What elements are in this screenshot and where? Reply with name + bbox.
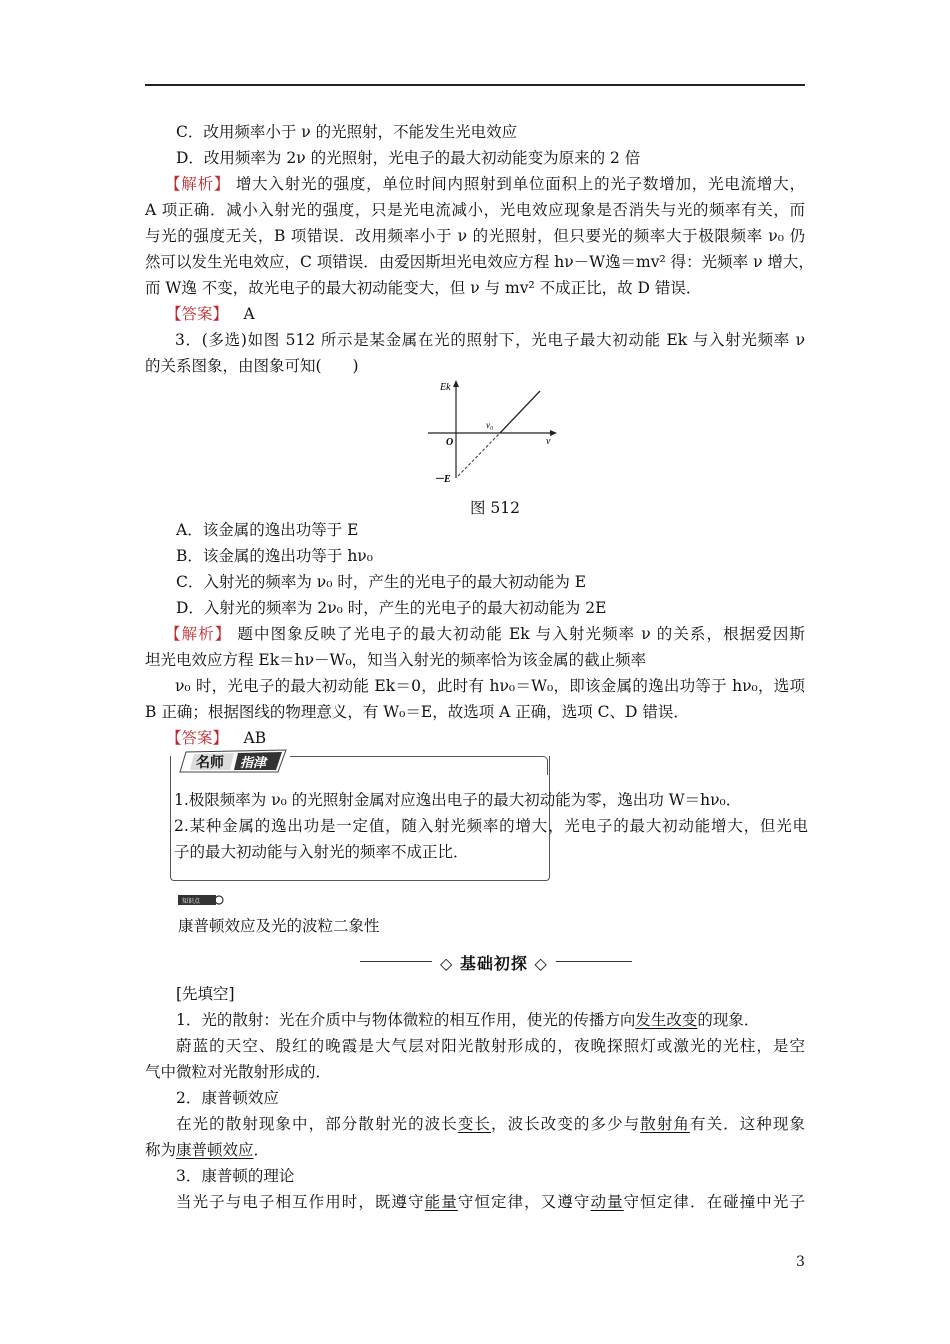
mingshi-zhijin-banner <box>178 748 288 774</box>
p2-title: 2．康普顿效应 <box>176 1089 279 1107</box>
p2-line-1: 在光的散射现象中，部分散射光的波长变长，波长改变的多少与散射角有关．这种现象 <box>176 1115 805 1133</box>
fill-label: [先填空] <box>176 985 235 1003</box>
origin-label: O <box>446 437 454 448</box>
p1-line-3: 气中微粒对光散射形成的． <box>145 1063 332 1081</box>
answer-1: 【答案】 A <box>166 305 255 323</box>
p1-line-2: 蔚蓝的天空、殷红的晚霞是大气层对阳光散射形成的，夜晚探照灯或激光的光柱，是空 <box>176 1037 805 1055</box>
answer-tag: 【答案】 <box>166 305 229 323</box>
x-axis-label: ν <box>546 436 551 447</box>
banner-part1: 名师 <box>196 755 224 771</box>
tip-line-3: 子的最大初动能与入射光的频率不成正比． <box>174 843 469 861</box>
heading-text: ◇ 基础初探 ◇ <box>440 954 548 973</box>
p1-line-1: 1．光的散射：光在介质中与物体微粒的相互作用，使光的传播方向发生改变的现象． <box>176 1011 760 1029</box>
option-d-prev: D．改用频率为 2ν 的光照射，光电子的最大初动能变为原来的 2 倍 <box>176 149 641 167</box>
banner-part2: 指津 <box>240 756 267 771</box>
section-heading <box>360 952 632 972</box>
extrapolated-line <box>458 433 500 476</box>
answer-tag: 【答案】 <box>166 729 229 747</box>
knowledge-point-label: 知识点 <box>182 898 201 905</box>
y-axis-label: Ek <box>440 382 451 393</box>
topic-title: 康普顿效应及光的波粒二象性 <box>178 917 380 935</box>
heading-left-rule <box>360 961 432 962</box>
tip-line-1: 1.极限频率为 ν₀ 的光照射金属对应逸出电子的最大初动能为零，逸出功 W＝hν₀． <box>174 791 742 809</box>
question-3-line-2: 的关系图象，由图象可知( ) <box>145 357 359 375</box>
option-b: B．该金属的逸出功等于 hν₀ <box>176 547 373 565</box>
y-axis-arrow <box>453 380 459 387</box>
nu0-label: ν₀ <box>486 420 494 430</box>
tips-box-top <box>290 756 548 775</box>
header-rule <box>145 84 805 86</box>
ek-nu-graph <box>420 378 570 490</box>
x-axis-arrow <box>550 430 557 436</box>
analysis-1-line-5: 而 W逸 不变，故光电子的最大初动能变大，但 ν 与 mv² 不成正比，故 D 错误． <box>145 279 702 297</box>
p2-line-2: 称为康普顿效应． <box>145 1141 270 1159</box>
analysis-tag: 【解析】 <box>165 625 232 643</box>
analysis-2-line-1: 【解析】 题中图象反映了光电子的最大初动能 Ek 与入射光频率 ν 的关系，根据爱因斯 <box>165 625 805 643</box>
analysis-1-line-1: 【解析】 增大入射光的强度，单位时间内照射到单位面积上的光子数增加，光电流增大， <box>165 175 805 193</box>
page-number: 3 <box>796 1254 805 1270</box>
ek-line <box>500 391 540 433</box>
analysis-2-line-4: B 正确；根据图线的物理意义，有 W₀＝E，故选项 A 正确，选项 C、D 错误． <box>145 703 689 721</box>
answer-2: 【答案】 AB <box>166 729 267 747</box>
option-d: D．入射光的频率为 2ν₀ 时，产生的光电子的最大初动能为 2E <box>176 599 607 617</box>
knowledge-point-marker <box>178 894 224 906</box>
figure-caption: 图 512 <box>470 499 521 517</box>
analysis-1-line-2: A 项正确．减小入射光的强度，只是光电流减小，光电效应现象是否消失与光的频率有关，而 <box>145 201 805 219</box>
analysis-2-line-3: ν₀ 时，光电子的最大初动能 Ek＝0，此时有 hν₀＝W₀，即该金属的逸出功等于 hν₀，选项 <box>175 677 805 695</box>
analysis-1-line-4: 然可以发生光电效应，C 项错误．由爱因斯坦光电效应方程 hν－W逸＝mv² 得：光频率 ν 增大， <box>145 253 814 271</box>
p3-line-1: 当光子与电子相互作用时，既遵守能量守恒定律，又遵守动量守恒定律．在碰撞中光子 <box>176 1193 805 1211</box>
analysis-tag: 【解析】 <box>165 175 231 193</box>
option-a: A．该金属的逸出功等于 E <box>176 521 359 539</box>
option-c: C．入射光的频率为 ν₀ 时，产生的光电子的最大初动能为 E <box>176 573 587 591</box>
option-c-prev: C．改用频率小于 ν 的光照射，不能发生光电效应 <box>176 123 518 141</box>
analysis-2-line-2: 坦光电效应方程 Ek＝hν－W₀，知当入射光的频率恰为该金属的截止频率 <box>145 651 647 669</box>
p3-title: 3．康普顿的理论 <box>176 1167 295 1185</box>
analysis-1-line-3: 与光的强度无关，B 项错误．改用频率小于 ν 的光照射，但只要光的频率大于极限频率 ν₀ 仍 <box>145 227 805 245</box>
question-3-line-1: 3．(多选)如图 512 所示是某金属在光的照射下，光电子最大初动能 Ek 与入射光频率 ν <box>175 331 805 349</box>
neg-e-label: －E <box>434 474 451 485</box>
tip-line-2: 2.某种金属的逸出功是一定值，随入射光频率的增大，光电子的最大初动能增大，但光电 <box>174 817 808 835</box>
heading-right-rule <box>556 961 632 962</box>
